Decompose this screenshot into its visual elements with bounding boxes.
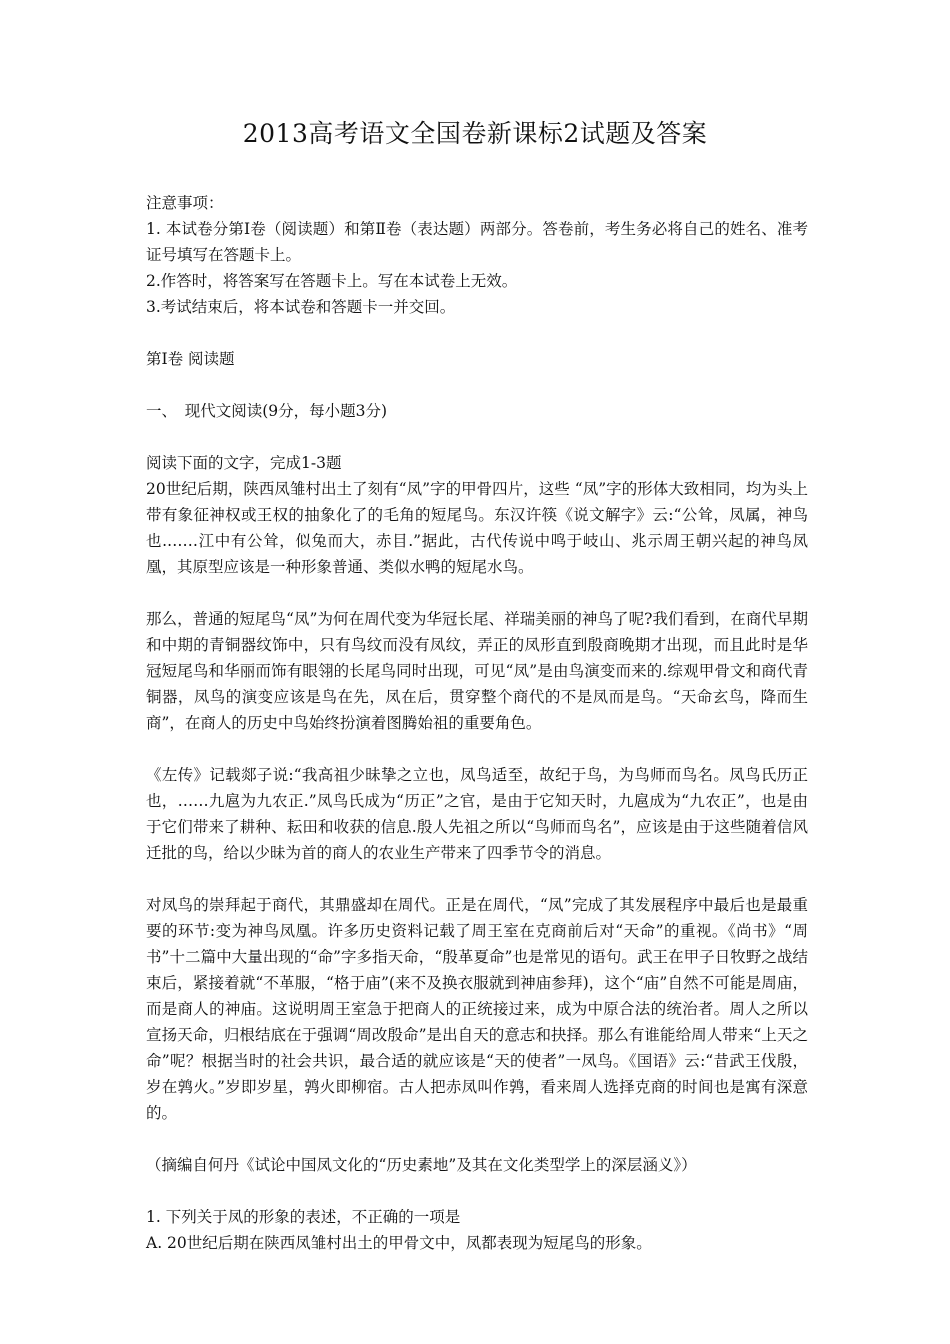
spacer bbox=[146, 736, 808, 762]
question-option-a: A. 20世纪后期在陕西凤雏村出土的甲骨文中，凤都表现为短尾鸟的形象。 bbox=[146, 1234, 652, 1252]
reading-paragraph: 《左传》记载郯子说:“我高祖少昧挚之立也，凤鸟适至，故纪于鸟，为鸟师而鸟名。凤鸟氏历正也，……九扈为九农正.”凤鸟氏成为“历正”之官，是由于它知天时，九扈成为“九农正”，也是由于它们带来了耕种、耘田和收获的信息.殷人先祖之所以“鸟师而鸟名”，应该是由于这些随着信风迁批的鸟，给以少昧为首的商人的农业生产带来了四季节令的消息。 bbox=[146, 766, 808, 862]
reading-paragraph: 对凤鸟的崇拜起于商代，其鼎盛却在周代。正是在周代，“凤”完成了其发展程序中最后也是最重要的环节:变为神鸟凤凰。许多历史资料记载了周王室在克商前后对“天命”的重视。《尚书》“周书”十二篇中大量出现的“命”字多指天命，“殷革夏命”也是常见的语句。武王在甲子日牧野之战结束后，紧接着就“不革服，“格于庙”(来不及换衣服就到神庙参拜)，这个“庙”自然不可能是周庙，而是商人的神庙。这说明周王室急于把商人的正统接过来，成为中原合法的统治者。周人之所以宣扬天命，归根结底在于强调“周改殷命”是出自天的意志和抉择。那么有谁能给周人带来“上天之命”呢？根据当时的社会共识，最合适的就应该是“天的使者”一凤鸟。《国语》云:“昔武王伐殷，岁在鹑火。”岁即岁星，鹑火即柳宿。古人把赤凤叫作鹑，看来周人选择克商的时间也是寓有深意的。 bbox=[146, 896, 808, 1122]
source-citation: （摘编自何丹《试论中国凤文化的“历史素地”及其在文化类型学上的深层涵义》） bbox=[146, 1156, 697, 1174]
spacer bbox=[146, 424, 808, 450]
part-heading: 第Ⅰ卷 阅读题 bbox=[146, 350, 235, 368]
spacer bbox=[146, 372, 808, 398]
spacer bbox=[146, 1178, 808, 1204]
reading-paragraph: 那么，普通的短尾鸟“凤”为何在周代变为华冠长尾、祥瑞美丽的神鸟了呢?我们看到，在商代早期和中期的青铜器纹饰中，只有鸟纹而没有凤纹，弄正的凤形直到殷商晚期才出现，而且此时是华冠短尾鸟和华丽而饰有眼翎的长尾鸟同时出现，可见“凤”是由鸟演变而来的.综观甲骨文和商代青铜器，凤鸟的演变应该是鸟在先，凤在后，贯穿整个商代的不是凤而是鸟。“天命玄鸟，降而生商”，在商人的历史中鸟始终扮演着图腾始祖的重要角色。 bbox=[146, 610, 808, 732]
document-body bbox=[146, 190, 808, 1256]
notice-item: 1. 本试卷分第Ⅰ卷（阅读题）和第Ⅱ卷（表达题）两部分。答卷前，考生务必将自己的姓名、准考证号填写在答题卡上。 bbox=[146, 220, 808, 264]
question-stem: 1. 下列关于凤的形象的表述，不正确的一项是 bbox=[146, 1208, 461, 1226]
notice-item: 2.作答时，将答案写在答题卡上。写在本试卷上无效。 bbox=[146, 272, 518, 290]
reading-paragraph: 20世纪后期，陕西凤雏村出土了刻有“凤”字的甲骨四片，这些 “凤”字的形体大致相同，均为头上带有象征神权或王权的抽象化了的毛角的短尾鸟。东汉许筷《说文解字》云:“公耸，凤属，神鸟也.……江中有公耸，似兔而大，赤目.”据此，古代传说中鸣于岐山、兆示周王朝兴起的神鸟凤凰，其原型应该是一种形象普通、类似水鸭的短尾水鸟。 bbox=[146, 480, 808, 576]
section-heading: 一、 现代文阅读(9分，每小题3分) bbox=[146, 402, 388, 420]
notice-item: 3.考试结束后，将本试卷和答题卡一并交回。 bbox=[146, 298, 456, 316]
notice-heading: 注意事项： bbox=[146, 194, 224, 212]
spacer bbox=[146, 580, 808, 606]
reading-instruction: 阅读下面的文字，完成1-3题 bbox=[146, 454, 342, 472]
spacer bbox=[146, 866, 808, 892]
document-title: 2013高考语文全国卷新课标2试题及答案 bbox=[242, 119, 708, 148]
spacer bbox=[146, 1126, 808, 1152]
spacer bbox=[146, 320, 808, 346]
